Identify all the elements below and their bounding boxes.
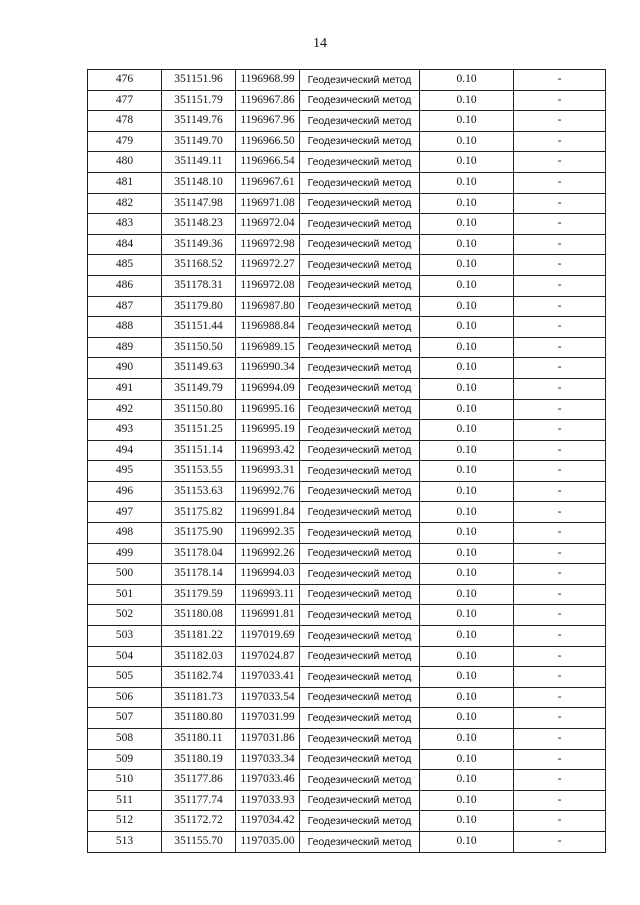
table-row: [88, 337, 606, 358]
x-coordinate-cell: 351180.80: [162, 708, 236, 729]
x-coordinate-cell: 351149.70: [162, 131, 236, 152]
accuracy-cell: 0.10: [420, 523, 514, 544]
method-cell: Геодезический метод: [300, 646, 420, 667]
page-number: 14: [313, 36, 327, 51]
table-row: [88, 296, 606, 317]
point-number-cell: 505: [88, 667, 162, 688]
note-cell: -: [514, 481, 606, 502]
point-number-cell: 493: [88, 420, 162, 441]
y-coordinate-cell: 1196993.42: [236, 440, 300, 461]
accuracy-cell: 0.10: [420, 255, 514, 276]
method-cell: Геодезический метод: [300, 811, 420, 832]
y-coordinate-cell: 1197034.42: [236, 811, 300, 832]
x-coordinate-cell: 351182.74: [162, 667, 236, 688]
table-row: [88, 502, 606, 523]
note-cell: -: [514, 667, 606, 688]
table-row: [88, 440, 606, 461]
accuracy-cell: 0.10: [420, 337, 514, 358]
x-coordinate-cell: 351150.50: [162, 337, 236, 358]
table-row: [88, 131, 606, 152]
point-number-cell: 480: [88, 152, 162, 173]
method-cell: Геодезический метод: [300, 770, 420, 791]
table-row: [88, 770, 606, 791]
accuracy-cell: 0.10: [420, 70, 514, 91]
x-coordinate-cell: 351172.72: [162, 811, 236, 832]
method-cell: Геодезический метод: [300, 729, 420, 750]
accuracy-cell: 0.10: [420, 708, 514, 729]
coordinates-table-body: [88, 70, 606, 853]
note-cell: -: [514, 605, 606, 626]
method-cell: Геодезический метод: [300, 70, 420, 91]
note-cell: -: [514, 440, 606, 461]
x-coordinate-cell: 351153.63: [162, 481, 236, 502]
table-row: [88, 564, 606, 585]
accuracy-cell: 0.10: [420, 646, 514, 667]
method-cell: Геодезический метод: [300, 502, 420, 523]
y-coordinate-cell: 1196994.09: [236, 378, 300, 399]
method-cell: Геодезический метод: [300, 172, 420, 193]
note-cell: -: [514, 831, 606, 852]
accuracy-cell: 0.10: [420, 90, 514, 111]
x-coordinate-cell: 351151.14: [162, 440, 236, 461]
note-cell: -: [514, 275, 606, 296]
method-cell: Геодезический метод: [300, 378, 420, 399]
note-cell: -: [514, 90, 606, 111]
table-row: [88, 708, 606, 729]
note-cell: -: [514, 584, 606, 605]
method-cell: Геодезический метод: [300, 420, 420, 441]
point-number-cell: 510: [88, 770, 162, 791]
method-cell: Геодезический метод: [300, 461, 420, 482]
table-row: [88, 523, 606, 544]
accuracy-cell: 0.10: [420, 749, 514, 770]
method-cell: Геодезический метод: [300, 584, 420, 605]
y-coordinate-cell: 1196966.54: [236, 152, 300, 173]
y-coordinate-cell: 1197033.46: [236, 770, 300, 791]
method-cell: Геодезический метод: [300, 481, 420, 502]
method-cell: Геодезический метод: [300, 399, 420, 420]
x-coordinate-cell: 351151.44: [162, 317, 236, 338]
method-cell: Геодезический метод: [300, 790, 420, 811]
note-cell: -: [514, 378, 606, 399]
accuracy-cell: 0.10: [420, 667, 514, 688]
point-number-cell: 511: [88, 790, 162, 811]
x-coordinate-cell: 351168.52: [162, 255, 236, 276]
table-row: [88, 358, 606, 379]
point-number-cell: 497: [88, 502, 162, 523]
x-coordinate-cell: 351149.76: [162, 111, 236, 132]
table-row: [88, 193, 606, 214]
x-coordinate-cell: 351148.23: [162, 214, 236, 235]
table-row: [88, 667, 606, 688]
note-cell: -: [514, 255, 606, 276]
table-row: [88, 626, 606, 647]
table-row: [88, 234, 606, 255]
method-cell: Геодезический метод: [300, 523, 420, 544]
table-row: [88, 811, 606, 832]
method-cell: Геодезический метод: [300, 296, 420, 317]
point-number-cell: 499: [88, 543, 162, 564]
y-coordinate-cell: 1196992.76: [236, 481, 300, 502]
x-coordinate-cell: 351181.22: [162, 626, 236, 647]
note-cell: -: [514, 811, 606, 832]
x-coordinate-cell: 351178.14: [162, 564, 236, 585]
accuracy-cell: 0.10: [420, 626, 514, 647]
accuracy-cell: 0.10: [420, 399, 514, 420]
point-number-cell: 500: [88, 564, 162, 585]
y-coordinate-cell: 1196967.96: [236, 111, 300, 132]
accuracy-cell: 0.10: [420, 358, 514, 379]
accuracy-cell: 0.10: [420, 811, 514, 832]
point-number-cell: 512: [88, 811, 162, 832]
x-coordinate-cell: 351180.19: [162, 749, 236, 770]
point-number-cell: 494: [88, 440, 162, 461]
y-coordinate-cell: 1196991.84: [236, 502, 300, 523]
accuracy-cell: 0.10: [420, 770, 514, 791]
note-cell: -: [514, 543, 606, 564]
x-coordinate-cell: 351182.03: [162, 646, 236, 667]
point-number-cell: 482: [88, 193, 162, 214]
y-coordinate-cell: 1197033.54: [236, 687, 300, 708]
x-coordinate-cell: 351179.59: [162, 584, 236, 605]
x-coordinate-cell: 351148.10: [162, 172, 236, 193]
table-row: [88, 790, 606, 811]
x-coordinate-cell: 351179.80: [162, 296, 236, 317]
point-number-cell: 507: [88, 708, 162, 729]
note-cell: -: [514, 214, 606, 235]
accuracy-cell: 0.10: [420, 461, 514, 482]
x-coordinate-cell: 351151.79: [162, 90, 236, 111]
table-row: [88, 420, 606, 441]
accuracy-cell: 0.10: [420, 420, 514, 441]
y-coordinate-cell: 1196987.80: [236, 296, 300, 317]
note-cell: -: [514, 193, 606, 214]
point-number-cell: 508: [88, 729, 162, 750]
accuracy-cell: 0.10: [420, 193, 514, 214]
method-cell: Геодезический метод: [300, 111, 420, 132]
method-cell: Геодезический метод: [300, 255, 420, 276]
point-number-cell: 484: [88, 234, 162, 255]
y-coordinate-cell: 1196972.08: [236, 275, 300, 296]
table-row: [88, 729, 606, 750]
method-cell: Геодезический метод: [300, 193, 420, 214]
y-coordinate-cell: 1197033.93: [236, 790, 300, 811]
x-coordinate-cell: 351177.74: [162, 790, 236, 811]
note-cell: -: [514, 131, 606, 152]
point-number-cell: 479: [88, 131, 162, 152]
note-cell: -: [514, 296, 606, 317]
note-cell: -: [514, 502, 606, 523]
method-cell: Геодезический метод: [300, 667, 420, 688]
x-coordinate-cell: 351147.98: [162, 193, 236, 214]
note-cell: -: [514, 461, 606, 482]
note-cell: -: [514, 172, 606, 193]
table-row: [88, 543, 606, 564]
table-row: [88, 646, 606, 667]
y-coordinate-cell: 1196995.19: [236, 420, 300, 441]
table-row: [88, 749, 606, 770]
accuracy-cell: 0.10: [420, 605, 514, 626]
x-coordinate-cell: 351181.73: [162, 687, 236, 708]
y-coordinate-cell: 1196995.16: [236, 399, 300, 420]
accuracy-cell: 0.10: [420, 131, 514, 152]
table-row: [88, 831, 606, 852]
note-cell: -: [514, 749, 606, 770]
note-cell: -: [514, 564, 606, 585]
point-number-cell: 503: [88, 626, 162, 647]
accuracy-cell: 0.10: [420, 275, 514, 296]
y-coordinate-cell: 1196993.11: [236, 584, 300, 605]
point-number-cell: 513: [88, 831, 162, 852]
table-row: [88, 584, 606, 605]
method-cell: Геодезический метод: [300, 152, 420, 173]
table-row: [88, 275, 606, 296]
point-number-cell: 509: [88, 749, 162, 770]
point-number-cell: 481: [88, 172, 162, 193]
method-cell: Геодезический метод: [300, 317, 420, 338]
accuracy-cell: 0.10: [420, 790, 514, 811]
table-row: [88, 317, 606, 338]
y-coordinate-cell: 1196972.04: [236, 214, 300, 235]
note-cell: -: [514, 729, 606, 750]
note-cell: -: [514, 770, 606, 791]
note-cell: -: [514, 234, 606, 255]
note-cell: -: [514, 70, 606, 91]
table-row: [88, 152, 606, 173]
x-coordinate-cell: 351149.79: [162, 378, 236, 399]
x-coordinate-cell: 351175.90: [162, 523, 236, 544]
accuracy-cell: 0.10: [420, 378, 514, 399]
note-cell: -: [514, 790, 606, 811]
method-cell: Геодезический метод: [300, 234, 420, 255]
table-row: [88, 687, 606, 708]
table-row: [88, 214, 606, 235]
y-coordinate-cell: 1196990.34: [236, 358, 300, 379]
y-coordinate-cell: 1196994.03: [236, 564, 300, 585]
point-number-cell: 492: [88, 399, 162, 420]
x-coordinate-cell: 351149.36: [162, 234, 236, 255]
point-number-cell: 485: [88, 255, 162, 276]
method-cell: Геодезический метод: [300, 214, 420, 235]
method-cell: Геодезический метод: [300, 275, 420, 296]
point-number-cell: 487: [88, 296, 162, 317]
point-number-cell: 498: [88, 523, 162, 544]
x-coordinate-cell: 351178.04: [162, 543, 236, 564]
method-cell: Геодезический метод: [300, 605, 420, 626]
table-row: [88, 461, 606, 482]
point-number-cell: 488: [88, 317, 162, 338]
x-coordinate-cell: 351149.63: [162, 358, 236, 379]
point-number-cell: 506: [88, 687, 162, 708]
y-coordinate-cell: 1196989.15: [236, 337, 300, 358]
y-coordinate-cell: 1196972.27: [236, 255, 300, 276]
note-cell: -: [514, 111, 606, 132]
x-coordinate-cell: 351177.86: [162, 770, 236, 791]
point-number-cell: 495: [88, 461, 162, 482]
accuracy-cell: 0.10: [420, 564, 514, 585]
note-cell: -: [514, 687, 606, 708]
y-coordinate-cell: 1197033.41: [236, 667, 300, 688]
y-coordinate-cell: 1196967.86: [236, 90, 300, 111]
accuracy-cell: 0.10: [420, 234, 514, 255]
table-row: [88, 172, 606, 193]
note-cell: -: [514, 399, 606, 420]
point-number-cell: 486: [88, 275, 162, 296]
accuracy-cell: 0.10: [420, 481, 514, 502]
accuracy-cell: 0.10: [420, 729, 514, 750]
note-cell: -: [514, 708, 606, 729]
x-coordinate-cell: 351149.11: [162, 152, 236, 173]
table-row: [88, 70, 606, 91]
point-number-cell: 501: [88, 584, 162, 605]
y-coordinate-cell: 1196991.81: [236, 605, 300, 626]
note-cell: -: [514, 420, 606, 441]
y-coordinate-cell: 1196968.99: [236, 70, 300, 91]
note-cell: -: [514, 152, 606, 173]
accuracy-cell: 0.10: [420, 152, 514, 173]
y-coordinate-cell: 1197035.00: [236, 831, 300, 852]
accuracy-cell: 0.10: [420, 543, 514, 564]
y-coordinate-cell: 1196966.50: [236, 131, 300, 152]
method-cell: Геодезический метод: [300, 831, 420, 852]
accuracy-cell: 0.10: [420, 172, 514, 193]
accuracy-cell: 0.10: [420, 111, 514, 132]
y-coordinate-cell: 1197033.34: [236, 749, 300, 770]
accuracy-cell: 0.10: [420, 831, 514, 852]
y-coordinate-cell: 1196988.84: [236, 317, 300, 338]
method-cell: Геодезический метод: [300, 687, 420, 708]
point-number-cell: 502: [88, 605, 162, 626]
y-coordinate-cell: 1197024.87: [236, 646, 300, 667]
point-number-cell: 490: [88, 358, 162, 379]
method-cell: Геодезический метод: [300, 90, 420, 111]
accuracy-cell: 0.10: [420, 317, 514, 338]
table-row: [88, 481, 606, 502]
x-coordinate-cell: 351180.11: [162, 729, 236, 750]
point-number-cell: 478: [88, 111, 162, 132]
point-number-cell: 491: [88, 378, 162, 399]
method-cell: Геодезический метод: [300, 626, 420, 647]
x-coordinate-cell: 351178.31: [162, 275, 236, 296]
x-coordinate-cell: 351153.55: [162, 461, 236, 482]
point-number-cell: 476: [88, 70, 162, 91]
accuracy-cell: 0.10: [420, 502, 514, 523]
accuracy-cell: 0.10: [420, 296, 514, 317]
table-row: [88, 399, 606, 420]
y-coordinate-cell: 1196971.08: [236, 193, 300, 214]
point-number-cell: 489: [88, 337, 162, 358]
y-coordinate-cell: 1196992.35: [236, 523, 300, 544]
table-row: [88, 605, 606, 626]
method-cell: Геодезический метод: [300, 708, 420, 729]
point-number-cell: 496: [88, 481, 162, 502]
table-row: [88, 90, 606, 111]
accuracy-cell: 0.10: [420, 440, 514, 461]
accuracy-cell: 0.10: [420, 214, 514, 235]
point-number-cell: 483: [88, 214, 162, 235]
y-coordinate-cell: 1196993.31: [236, 461, 300, 482]
table-row: [88, 255, 606, 276]
x-coordinate-cell: 351155.70: [162, 831, 236, 852]
y-coordinate-cell: 1196967.61: [236, 172, 300, 193]
accuracy-cell: 0.10: [420, 687, 514, 708]
coordinates-table: [87, 69, 606, 853]
method-cell: Геодезический метод: [300, 543, 420, 564]
x-coordinate-cell: 351151.25: [162, 420, 236, 441]
x-coordinate-cell: 351175.82: [162, 502, 236, 523]
x-coordinate-cell: 351150.80: [162, 399, 236, 420]
x-coordinate-cell: 351151.96: [162, 70, 236, 91]
method-cell: Геодезический метод: [300, 131, 420, 152]
table-row: [88, 378, 606, 399]
y-coordinate-cell: 1197019.69: [236, 626, 300, 647]
note-cell: -: [514, 358, 606, 379]
note-cell: -: [514, 626, 606, 647]
note-cell: -: [514, 337, 606, 358]
method-cell: Геодезический метод: [300, 564, 420, 585]
point-number-cell: 504: [88, 646, 162, 667]
y-coordinate-cell: 1196992.26: [236, 543, 300, 564]
method-cell: Геодезический метод: [300, 358, 420, 379]
note-cell: -: [514, 317, 606, 338]
note-cell: -: [514, 523, 606, 544]
table-row: [88, 111, 606, 132]
accuracy-cell: 0.10: [420, 584, 514, 605]
y-coordinate-cell: 1197031.99: [236, 708, 300, 729]
y-coordinate-cell: 1197031.86: [236, 729, 300, 750]
point-number-cell: 477: [88, 90, 162, 111]
method-cell: Геодезический метод: [300, 440, 420, 461]
y-coordinate-cell: 1196972.98: [236, 234, 300, 255]
note-cell: -: [514, 646, 606, 667]
x-coordinate-cell: 351180.08: [162, 605, 236, 626]
method-cell: Геодезический метод: [300, 749, 420, 770]
method-cell: Геодезический метод: [300, 337, 420, 358]
